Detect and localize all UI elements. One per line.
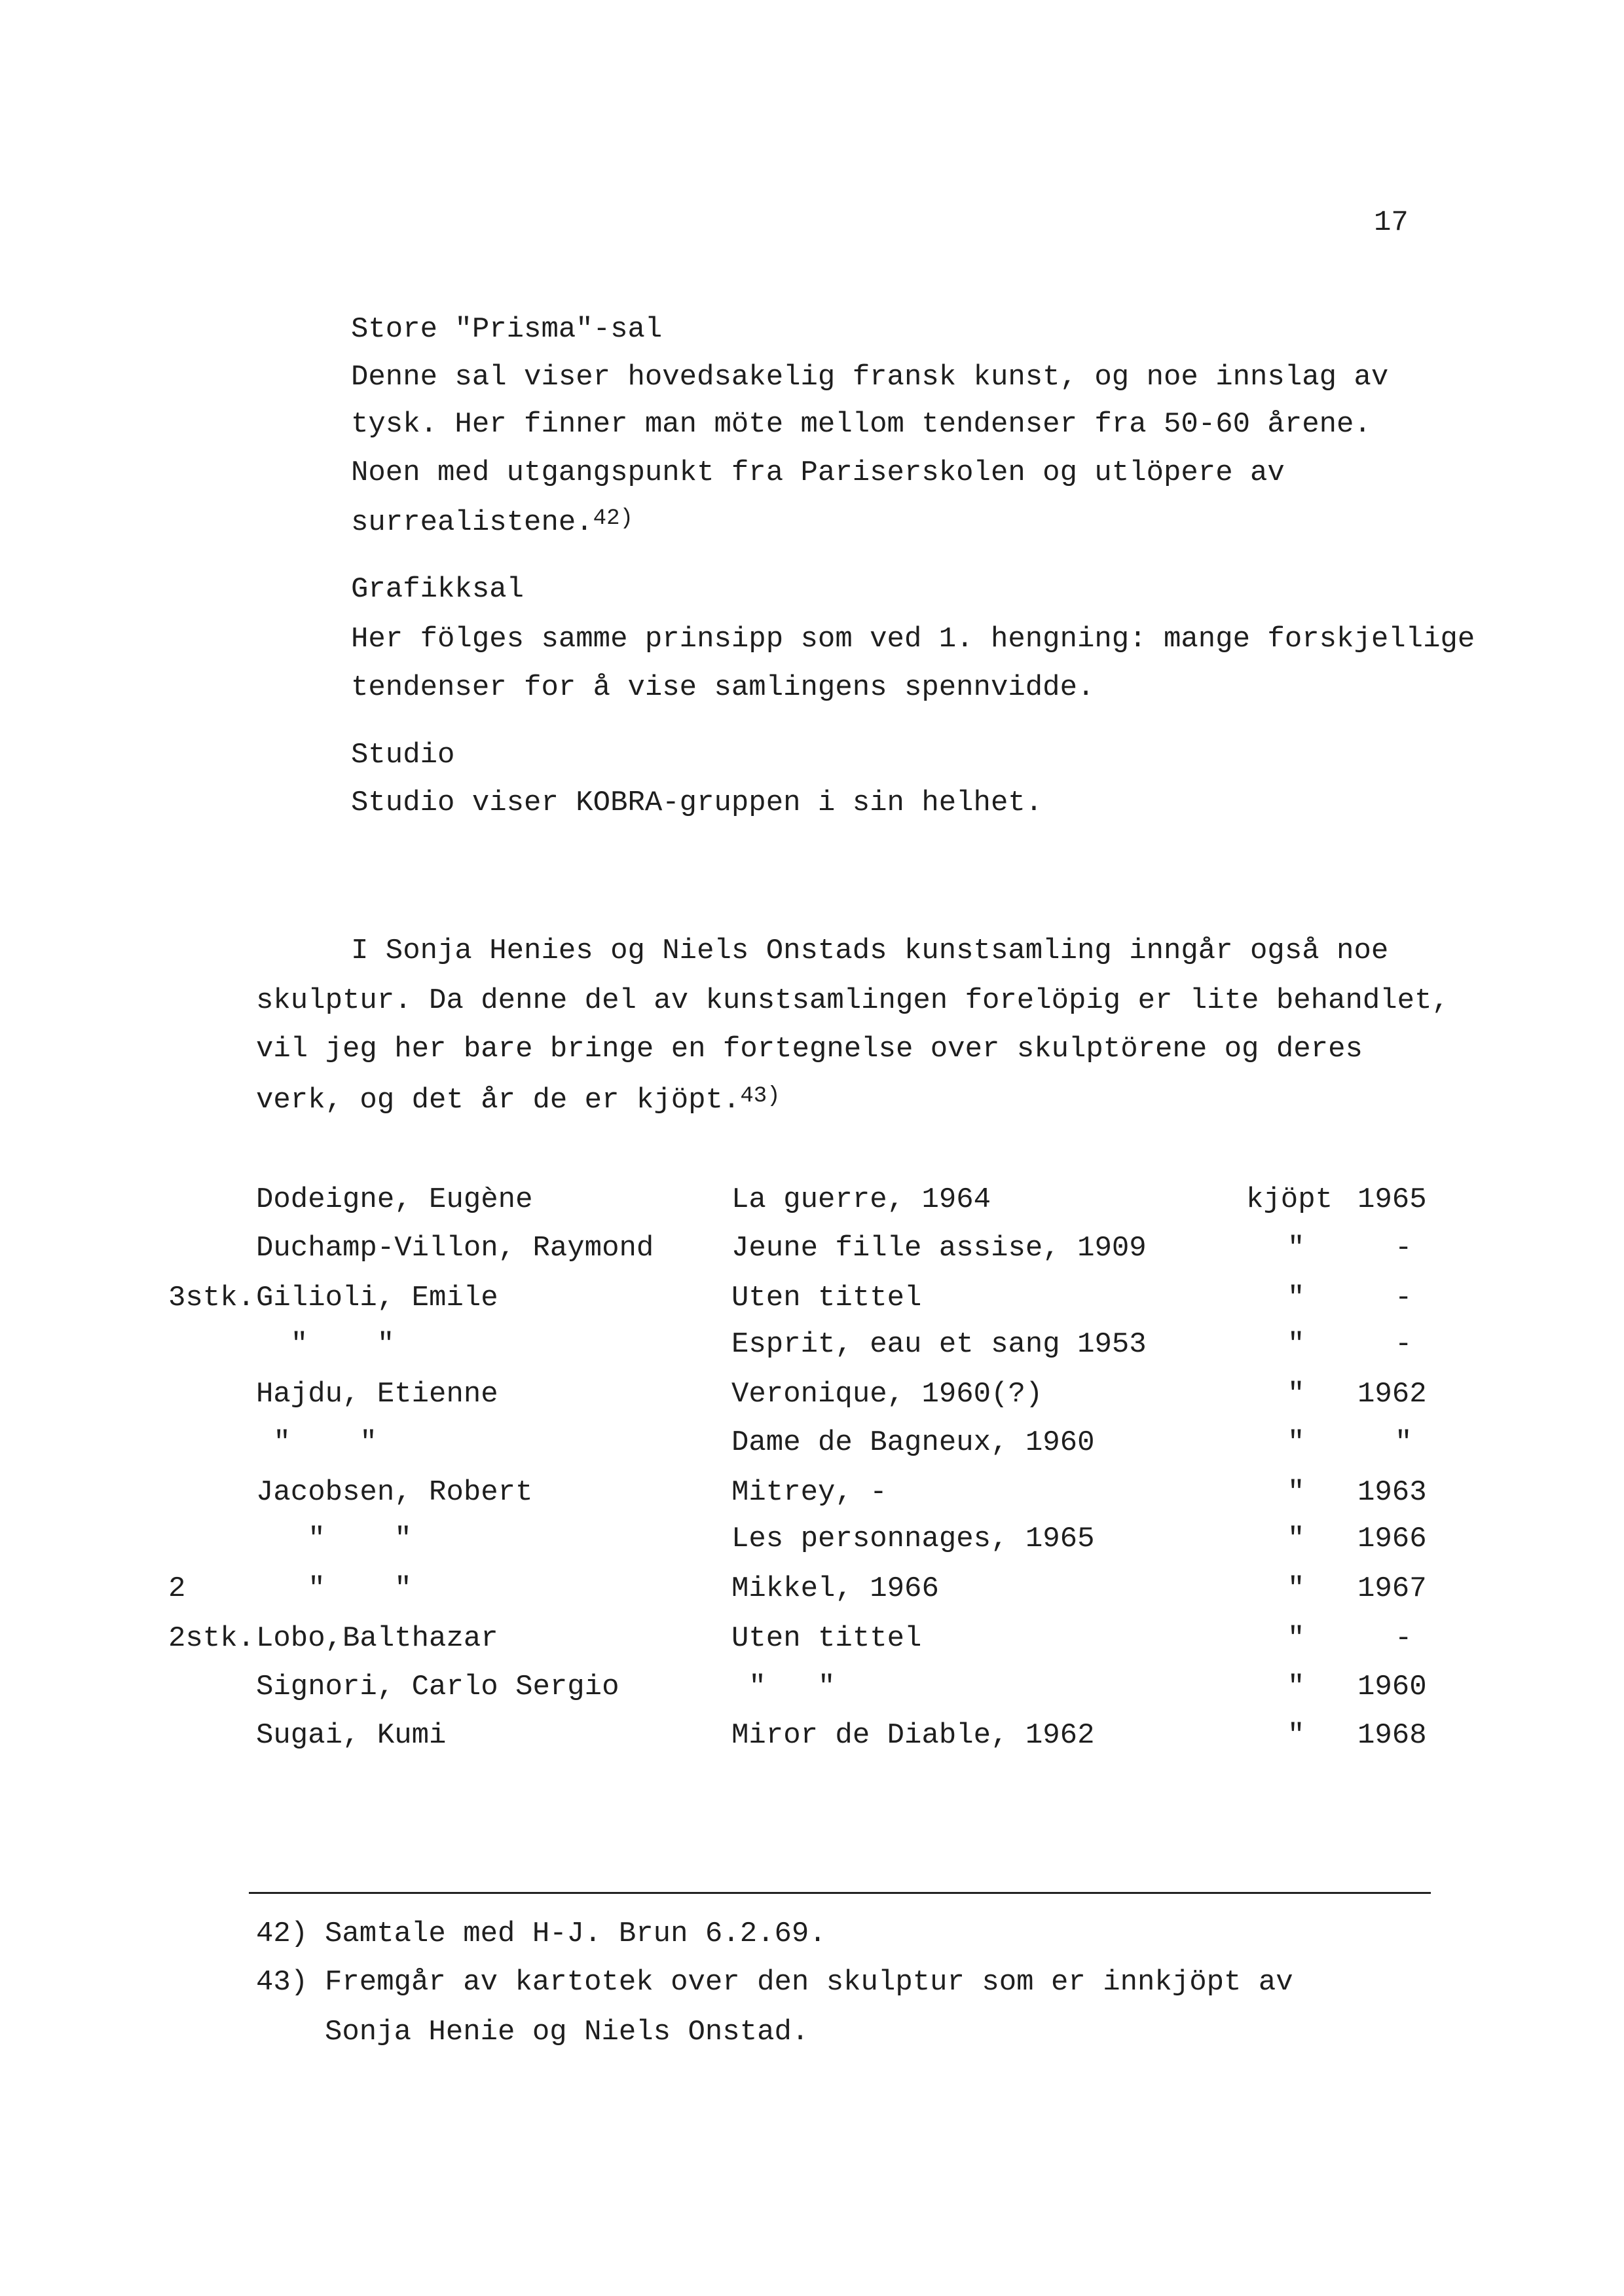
table-cell-bought: " [1287, 1328, 1305, 1361]
table-cell-artist: Sugai, Kumi [256, 1719, 447, 1752]
table-cell-artist: Jacobsen, Robert [256, 1476, 533, 1509]
table-cell-year: 1968 [1357, 1719, 1427, 1752]
body-line: Denne sal viser hovedsakelig fransk kunst, og noe innslag av [351, 361, 1389, 394]
paragraph-line: skulptur. Da denne del av kunstsamlingen forelöpig er lite behandlet, [256, 984, 1449, 1017]
table-cell-bought: " [1287, 1572, 1305, 1605]
table-cell-bought: " [1287, 1719, 1305, 1752]
table-cell-artist: Gilioli, Emile [256, 1282, 498, 1314]
section-heading: Studio [351, 739, 455, 771]
footnote-ref: 43) [740, 1084, 781, 1109]
table-cell-artist: Dodeigne, Eugène [256, 1183, 533, 1216]
paragraph-line: I Sonja Henies og Niels Onstads kunstsamling inngår også noe [351, 935, 1389, 967]
footnote-text: Samtale med H-J. Brun 6.2.69. [325, 1917, 826, 1950]
footnote-text: Sonja Henie og Niels Onstad. [325, 2016, 809, 2048]
table-cell-artist: " " [256, 1523, 412, 1555]
table-cell-year: 1960 [1357, 1671, 1427, 1703]
table-cell-year: 1962 [1357, 1378, 1427, 1411]
table-cell-bought: " [1287, 1232, 1305, 1265]
footnote-ref: 42) [593, 506, 633, 531]
footnote-divider [249, 1892, 1431, 1894]
table-cell-work: Veronique, 1960(?) [731, 1378, 1043, 1411]
table-cell-bought: " [1287, 1671, 1305, 1703]
table-cell-year: " [1395, 1426, 1412, 1459]
table-cell-work: La guerre, 1964 [731, 1183, 991, 1216]
table-cell-work: " " [731, 1671, 836, 1703]
body-line: Her fölges samme prinsipp som ved 1. hengning: mange forskjellige [351, 623, 1475, 656]
table-cell-bought: " [1287, 1282, 1305, 1314]
paragraph-line: vil jeg her bare bringe en fortegnelse over skulptörene og deres [256, 1033, 1363, 1065]
table-cell-year: - [1395, 1622, 1412, 1655]
table-cell-year: - [1395, 1328, 1412, 1361]
table-cell-year: 1965 [1357, 1183, 1427, 1216]
table-cell-prefix: 3stk. [168, 1282, 255, 1314]
paragraph-text: verk, og det år de er kjöpt. [256, 1084, 741, 1117]
footnote-text: Fremgår av kartotek over den skulptur som er innkjöpt av [325, 1966, 1293, 1999]
table-cell-work: Dame de Bagneux, 1960 [731, 1426, 1095, 1459]
footnote-number: 43) [256, 1966, 308, 1999]
table-cell-year: 1967 [1357, 1572, 1427, 1605]
body-line [351, 504, 633, 541]
body-line: Studio viser KOBRA-gruppen i sin helhet. [351, 787, 1043, 819]
table-cell-artist: Signori, Carlo Sergio [256, 1671, 619, 1703]
table-cell-bought: " [1287, 1622, 1305, 1655]
footnote-number: 42) [256, 1917, 308, 1950]
table-cell-artist: " " [256, 1328, 395, 1361]
table-cell-work: Jeune fille assise, 1909 [731, 1232, 1147, 1265]
body-line: tysk. Her finner man möte mellom tendenser fra 50-60 årene. [351, 408, 1371, 441]
page-number: 17 [1374, 206, 1409, 239]
table-cell-work: Miror de Diable, 1962 [731, 1719, 1095, 1752]
table-cell-year: - [1395, 1282, 1412, 1314]
table-cell-bought: " [1287, 1523, 1305, 1555]
table-cell-work: Les personnages, 1965 [731, 1523, 1095, 1555]
table-cell-artist: Lobo,Balthazar [256, 1622, 498, 1655]
table-cell-work: Mitrey, - [731, 1476, 887, 1509]
table-cell-artist: " " [256, 1426, 377, 1459]
table-cell-bought: " [1287, 1378, 1305, 1411]
table-cell-artist: " " [256, 1572, 412, 1605]
table-cell-work: Mikkel, 1966 [731, 1572, 939, 1605]
table-cell-prefix: 2 [168, 1572, 186, 1605]
section-heading: Grafikksal [351, 573, 525, 606]
table-cell-bought: " [1287, 1426, 1305, 1459]
paragraph-line [256, 1082, 781, 1119]
table-cell-year: 1966 [1357, 1523, 1427, 1555]
body-line: Noen med utgangspunkt fra Pariserskolen og utlöpere av [351, 456, 1285, 489]
table-cell-year: - [1395, 1232, 1412, 1265]
section-heading: Store "Prisma"-sal [351, 313, 663, 346]
table-cell-year: 1963 [1357, 1476, 1427, 1509]
table-cell-artist: Duchamp-Villon, Raymond [256, 1232, 654, 1265]
table-cell-bought: kjöpt [1246, 1183, 1333, 1216]
table-cell-prefix: 2stk. [168, 1622, 255, 1655]
table-cell-work: Uten tittel [731, 1622, 922, 1655]
table-cell-bought: " [1287, 1476, 1305, 1509]
body-line: tendenser for å vise samlingens spennvidde. [351, 671, 1095, 704]
table-cell-work: Esprit, eau et sang 1953 [731, 1328, 1147, 1361]
table-cell-artist: Hajdu, Etienne [256, 1378, 498, 1411]
table-cell-work: Uten tittel [731, 1282, 922, 1314]
body-text: surrealistene. [351, 506, 593, 539]
